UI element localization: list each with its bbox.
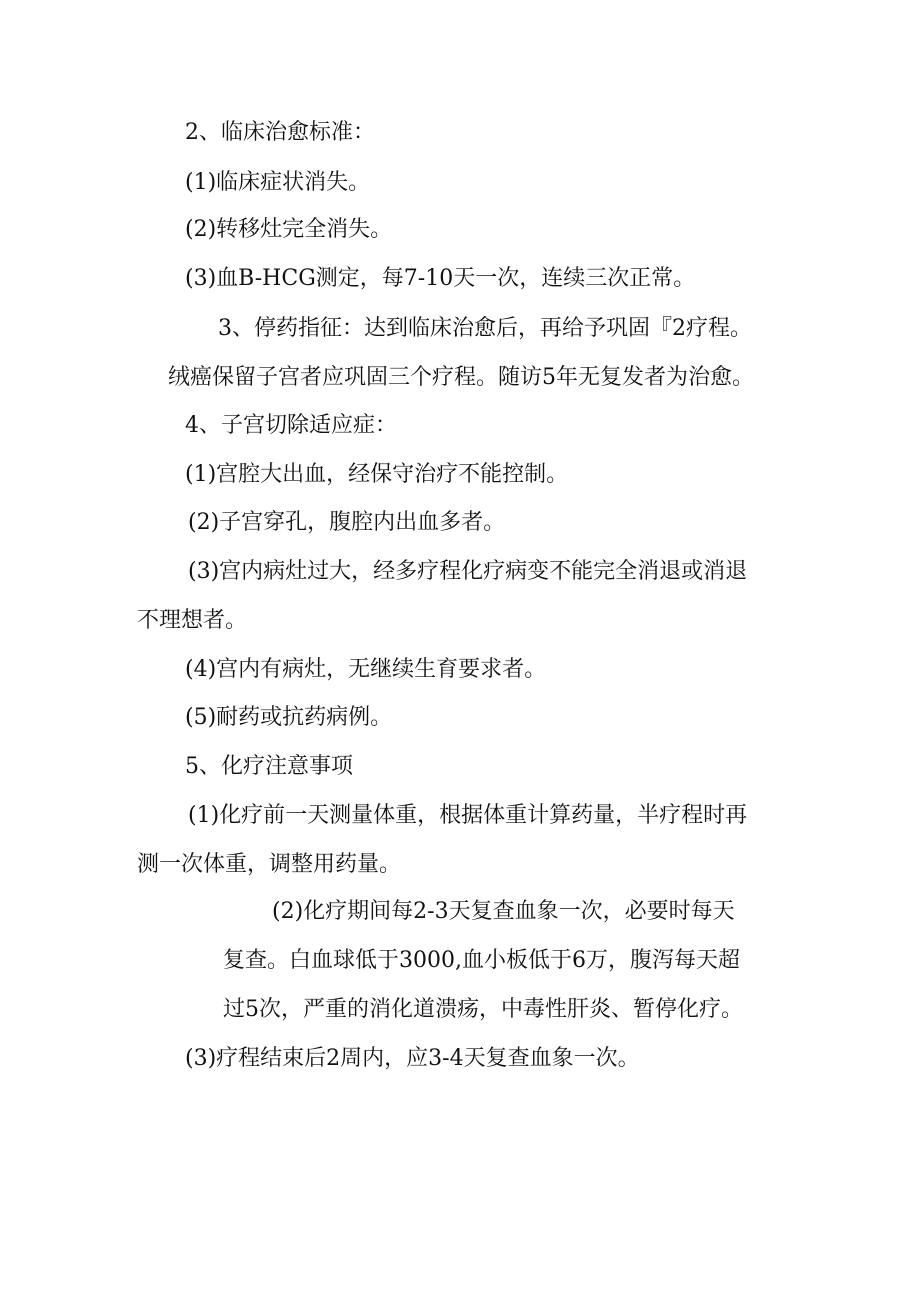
chemotherapy-precaution-2-continued-a: 复查。白血球低于3000,血小板低于6万，腹泻每天超	[223, 948, 740, 973]
heading-chemotherapy-precautions: 5、化疗注意事项	[185, 754, 353, 779]
hysterectomy-indication-2: (2)子宫穿孔，腹腔内出血多者。	[188, 510, 506, 535]
hysterectomy-indication-1: (1)宫腔大出血，经保守治疗不能控制。	[185, 462, 569, 487]
hysterectomy-indication-5: (5)耐药或抗药病例。	[185, 705, 393, 730]
hysterectomy-indication-4: (4)宫内有病灶，无继续生育要求者。	[185, 657, 547, 682]
cure-criterion-3: (3)血B-HCG测定，每7-10天一次，连续三次正常。	[185, 266, 696, 291]
chemotherapy-precaution-2: (2)化疗期间每2-3天复查血象一次，必要时每天	[272, 899, 735, 924]
drug-stop-indication-continued: 绒癌保留子宫者应巩固三个疗程。随访5年无复发者为治愈。	[168, 365, 754, 390]
heading-drug-stop-indication: 3、停药指征：达到临床治愈后，再给予巩固『2疗程。	[218, 316, 752, 341]
hysterectomy-indication-3-continued: 不理想者。	[137, 608, 248, 633]
hysterectomy-indication-3: (3)宫内病灶过大，经多疗程化疗病变不能完全消退或消退	[188, 559, 748, 584]
heading-clinical-cure-criteria: 2、临床治愈标准：	[185, 120, 375, 145]
cure-criterion-2: (2)转移灶完全消失。	[185, 217, 393, 242]
cure-criterion-1: (1)临床症状消失。	[185, 170, 371, 195]
chemotherapy-precaution-1: (1)化疗前一天测量体重，根据体重计算药量，半疗程时再	[188, 803, 748, 828]
heading-hysterectomy-indications: 4、子宫切除适应症：	[185, 413, 397, 438]
chemotherapy-precaution-3: (3)疗程结束后2周内，应3-4天复查血象一次。	[185, 1046, 640, 1071]
chemotherapy-precaution-2-continued-b: 过5次，严重的消化道溃疡，中毒性肝炎、暂停化疗。	[223, 997, 743, 1022]
chemotherapy-precaution-1-continued: 测一次体重，调整用药量。	[137, 852, 402, 877]
